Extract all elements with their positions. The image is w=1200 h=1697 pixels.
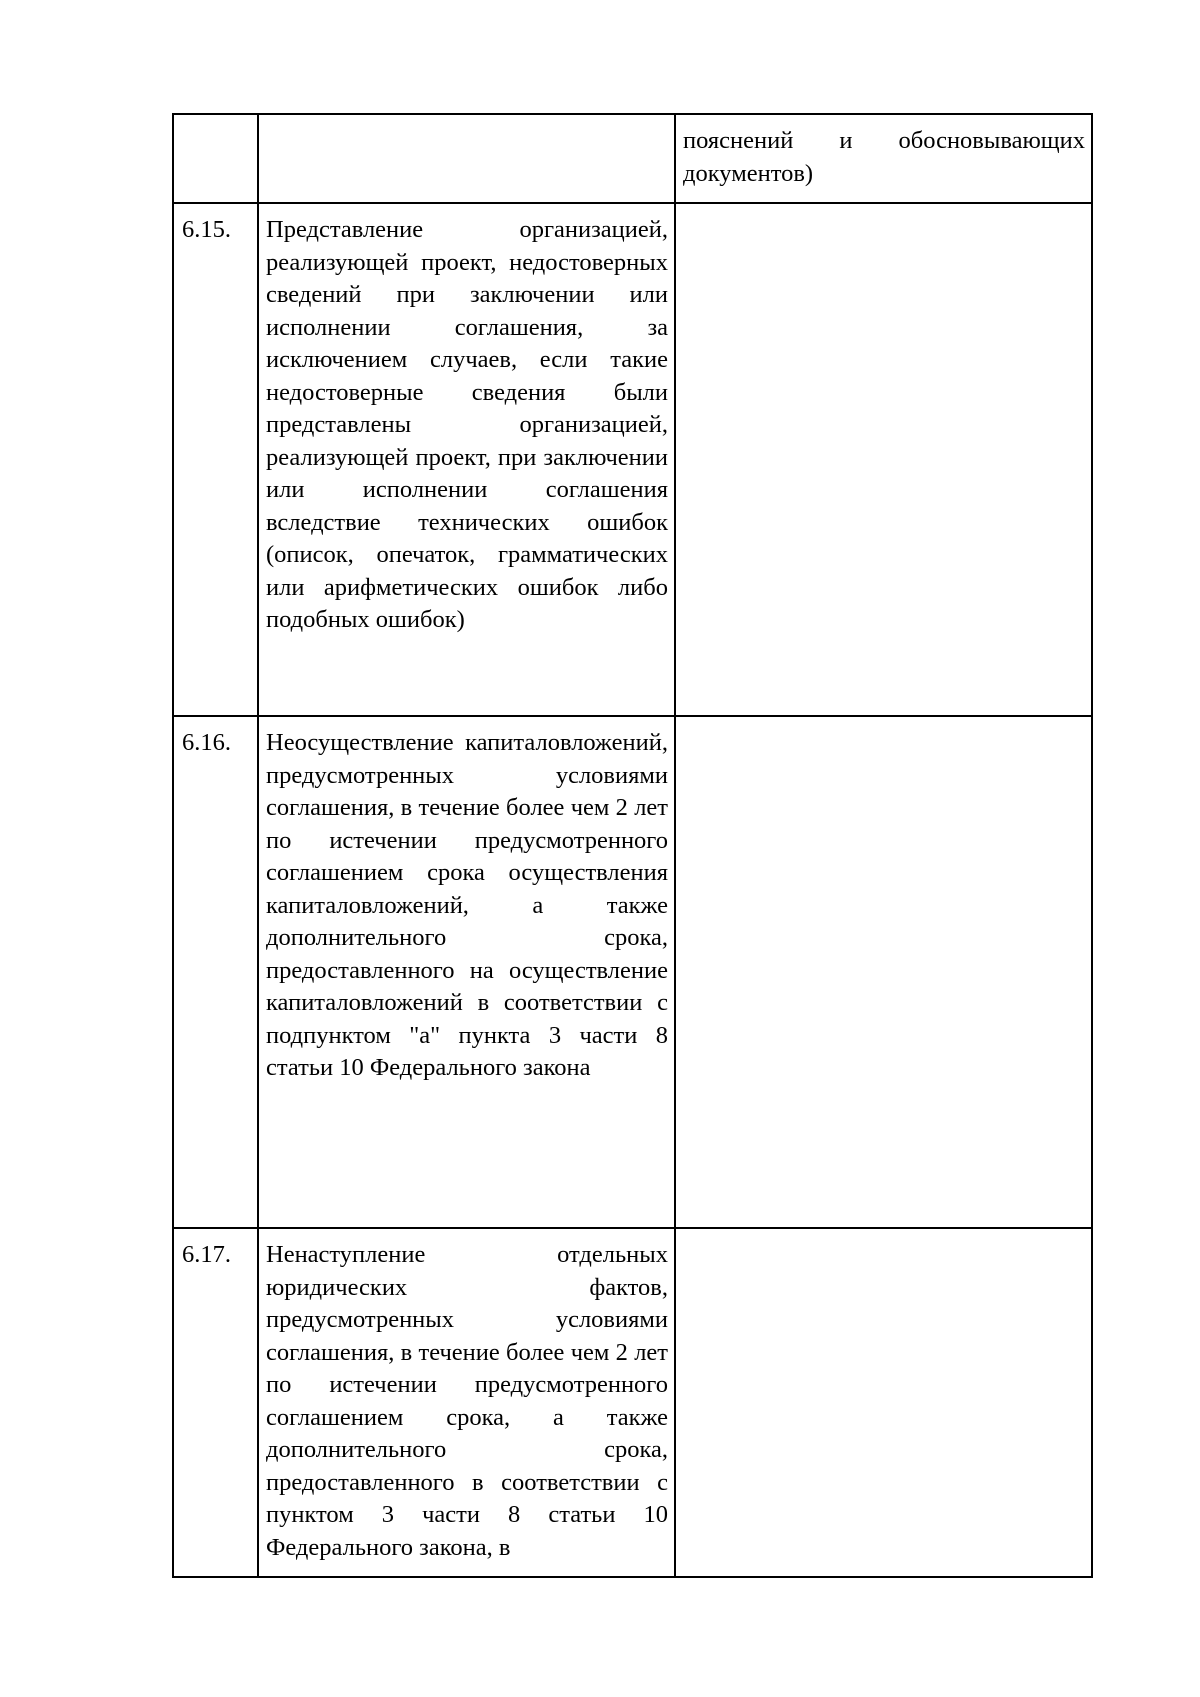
row-description-cell: Неосуществление капиталовложений, предусмотренных условиями соглашения, в течение более чем 2 лет по истечении предусмотренного соглашением срока осуществления капиталовложений, а также дополнительного срока, предоставленного на осуществление капиталовложений в соответствии с подпунктом "а" пункта 3 части 8 статьи 10 Федерального закона (258, 716, 675, 1228)
row-note-cell: пояснений и обосновывающих документов) (675, 114, 1092, 203)
row-note-cell (675, 203, 1092, 716)
row-note-cell (675, 1228, 1092, 1577)
row-note-cell (675, 716, 1092, 1228)
row-description-cell: Представление организацией, реализующей проект, недостоверных сведений при заключении или исполнении соглашения, за исключением случаев, если такие недостоверные сведения были представлены организацией, реализующей проект, при заключении или исполнении соглашения вследствие технических ошибок (описок, опечаток, грамматических или арифметических ошибок либо подобных ошибок) (258, 203, 675, 716)
row-description-cell: Ненаступление отдельных юридических фактов, предусмотренных условиями соглашения, в течение более чем 2 лет по истечении предусмотренного соглашением срока, а также дополнительного срока, предоставленного в соответствии с пунктом 3 части 8 статьи 10 Федерального закона, в (258, 1228, 675, 1577)
table-row (173, 203, 1092, 716)
table-row (173, 716, 1092, 1228)
row-number-cell: 6.15. (173, 203, 258, 716)
row-description-cell (258, 114, 675, 203)
criteria-table (172, 113, 1093, 1578)
table-row-continuation (173, 114, 1092, 203)
table-row (173, 1228, 1092, 1577)
row-number-cell (173, 114, 258, 203)
row-number-cell: 6.16. (173, 716, 258, 1228)
row-number-cell: 6.17. (173, 1228, 258, 1577)
